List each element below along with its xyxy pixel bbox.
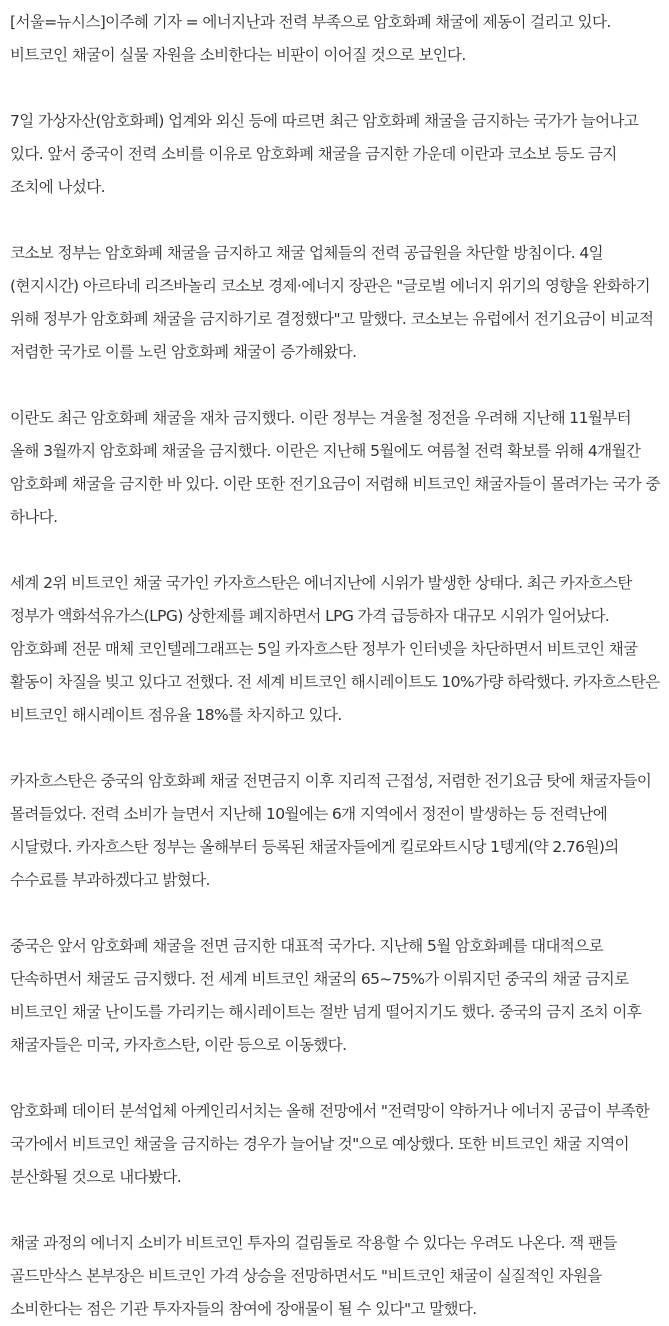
- paragraph-china: 중국은 앞서 암호화폐 채굴을 전면 금지한 대표적 국가다. 지난해 5월 암호화폐를 대대적으로 단속하면서 채굴도 금지했다. 전 세계 비트코인 채굴의 65~75%가 이뤄지던 중국의 채굴 금지로 비트코인 채굴 난이도를 가리키는 해시레이트는 절반 넘게 떨어지기도 했다. 중국의 금지 조치 이후 채굴자들은 미국, 카자흐스탄, 이란 등으로 이동했다.: [10, 937, 646, 1054]
- paragraph-goldman-sachs: 채굴 과정의 에너지 소비가 비트코인 투자의 걸림돌로 작용할 수 있다는 우려도 나온다. 잭 팬들 골드만삭스 본부장은 비트코인 가격 상승을 전망하면서도 "비트코인 채굴이 실질적인 자원을 소비한다는 점은 기관 투자자들의 참여에 장애물이 될 수 있다"고 말했다.: [10, 1234, 622, 1318]
- paragraph-kosovo: 코소보 정부는 암호화폐 채굴을 금지하고 채굴 업체들의 전력 공급원을 차단할 방침이다. 4일(현지시간) 아르타네 리즈바놀리 코소보 경제·에너지 장관은 "글로벌 에너지 위기의 영향을 완화하기 위해 정부가 암호화폐 채굴을 금지하기로 결정했다"고 말했다. 코소보는 유럽에서 전기요금이 비교적 저렴한 국가로 이를 노린 암호화폐 채굴이 증가해왔다.: [10, 244, 658, 361]
- paragraph-countries: 7일 가상자산(암호화폐) 업계와 외신 등에 따르면 최근 암호화폐 채굴을 금지하는 국가가 늘어나고 있다. 앞서 중국이 전력 소비를 이유로 암호화폐 채굴을 금지한 가운데 이란과 코소보 등도 금지 조치에 나섰다.: [10, 112, 643, 196]
- paragraph-kazakhstan-power: 카자흐스탄은 중국의 암호화폐 채굴 전면금지 이후 지리적 근접성, 저렴한 전기요금 탓에 채굴자들이 몰려들었다. 전력 소비가 늘면서 지난해 10월에는 6개 지역에서 정전이 발생하는 등 전력난에 시달렸다. 카자흐스탄 정부는 올해부터 등록된 채굴자들에게 킬로와트시당 1텡게(약 2.76원)의 수수료를 부과하겠다고 밝혔다.: [10, 772, 656, 889]
- paragraph-lead: [서울=뉴시스]이주혜 기자 = 에너지난과 전력 부족으로 암호화폐 채굴에 제동이 걸리고 있다. 비트코인 채굴이 실물 자원을 소비한다는 비판이 이어질 것으로 보인다.: [10, 13, 616, 64]
- paragraph-arcane-research: 암호화폐 데이터 분석업체 아케인리서치는 올해 전망에서 "전력망이 약하거나 에너지 공급이 부족한 국가에서 비트코인 채굴을 금지하는 경우가 늘어날 것"으로 예상했다. 또한 비트코인 채굴 지역이 분산화될 것으로 내다봤다.: [10, 1102, 654, 1186]
- paragraph-kazakhstan: 세계 2위 비트코인 채굴 국가인 카자흐스탄은 에너지난에 시위가 발생한 상태다. 최근 카자흐스탄 정부가 액화석유가스(LPG) 상한제를 폐지하면서 LPG 가격 급등하자 대규모 시위가 일어났다. 암호화폐 전문 매체 코인텔레그래프는 5일 카자흐스탄 정부가 인터넷을 차단하면서 비트코인 채굴 활동이 차질을 빚고 있다고 전했다. 전 세계 비트코인 해시레이트도 10%가량 하락했다. 카자흐스탄은 비트코인 해시레이트 점유율 18%를 차지하고 있다.: [10, 574, 664, 724]
- paragraph-iran: 이란도 최근 암호화폐 채굴을 재차 금지했다. 이란 정부는 겨울철 정전을 우려해 지난해 11월부터 올해 3월까지 암호화폐 채굴을 금지했다. 이란은 지난해 5월에도 여름철 전력 확보를 위해 4개월간 암호화폐 채굴을 금지한 바 있다. 이란 또한 전기요금이 저렴해 비트코인 채굴자들이 몰려가는 국가 중 하나다.: [10, 409, 665, 526]
